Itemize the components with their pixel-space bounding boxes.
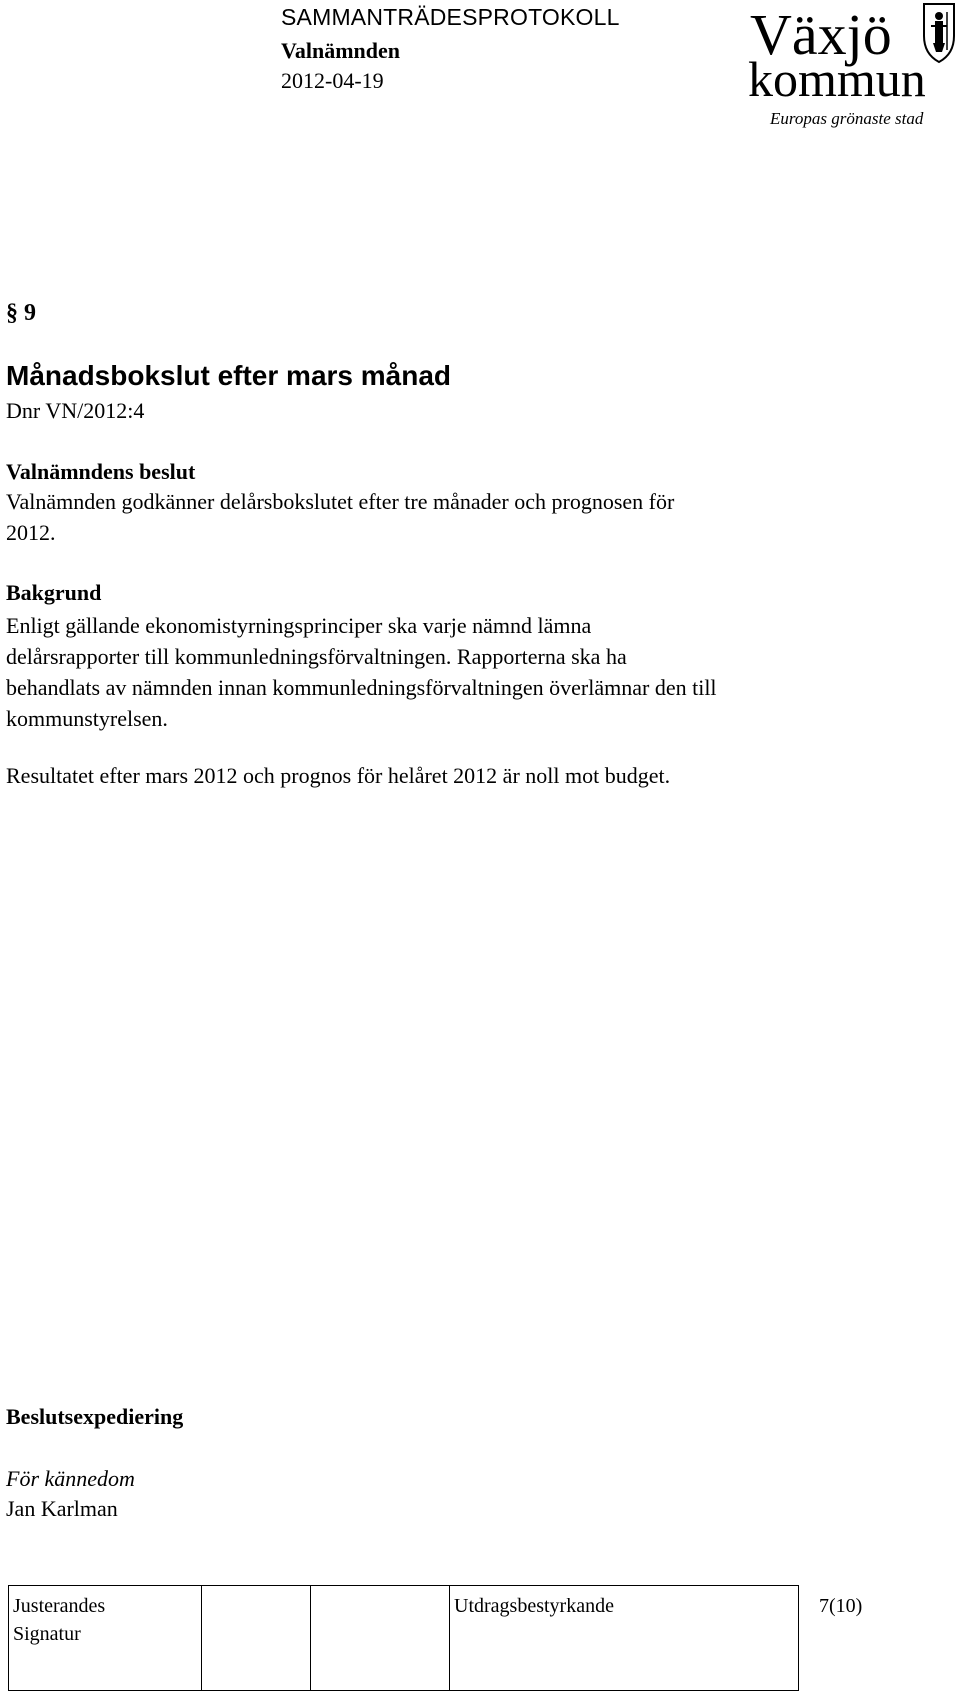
meeting-date: 2012-04-19 bbox=[281, 68, 384, 93]
signature-box-2 bbox=[311, 1586, 450, 1691]
dispatch-heading: Beslutsexpediering bbox=[6, 1404, 184, 1429]
board-name: Valnämnden bbox=[281, 38, 401, 63]
logo-line1: Växjö bbox=[750, 2, 892, 67]
background-line-1: Enligt gällande ekonomistyrningsprinciper ska varje nämnd lämna bbox=[6, 613, 592, 638]
page-number: 7(10) bbox=[819, 1594, 863, 1617]
signatur-label: Signatur bbox=[13, 1623, 81, 1645]
vaxjo-kommun-logo bbox=[748, 0, 960, 135]
background-heading: Bakgrund bbox=[6, 580, 102, 605]
background-line-3: behandlats av nämnden innan kommunledningsförvaltningen överlämnar den till bbox=[6, 675, 717, 700]
result-text: Resultatet efter mars 2012 och prognos för helåret 2012 är noll mot budget. bbox=[6, 763, 671, 788]
justerandes-label: Justerandes bbox=[13, 1595, 106, 1617]
background-text bbox=[6, 610, 946, 734]
page-title: Månadsbokslut efter mars månad bbox=[6, 360, 452, 391]
logo-line2: kommun bbox=[748, 51, 926, 107]
background-line-4: kommunstyrelsen. bbox=[6, 706, 168, 731]
decision-text bbox=[6, 486, 946, 548]
decision-heading: Valnämndens beslut bbox=[6, 459, 196, 484]
dispatch-name: Jan Karlman bbox=[6, 1496, 118, 1521]
dispatch-label: För kännedom bbox=[6, 1466, 135, 1491]
decision-line-1: Valnämnden godkänner delårsbokslutet efter tre månader och prognosen för bbox=[6, 489, 675, 514]
signature-table bbox=[8, 1585, 960, 1691]
decision-line-2: 2012. bbox=[6, 520, 56, 545]
coat-of-arms-icon bbox=[924, 4, 954, 62]
document-type: SAMMANTRÄDESPROTOKOLL bbox=[281, 4, 620, 30]
logo-graphic bbox=[748, 0, 960, 135]
justerandes-cell bbox=[9, 1586, 202, 1691]
background-line-2: delårsrapporter till kommunledningsförvaltningen. Rapporterna ska ha bbox=[6, 644, 627, 669]
page-number-cell bbox=[799, 1586, 960, 1691]
logo-tagline: Europas grönaste stad bbox=[770, 109, 924, 128]
utdrag-cell bbox=[450, 1586, 799, 1691]
diary-number: Dnr VN/2012:4 bbox=[6, 398, 145, 423]
signature-box-1 bbox=[202, 1586, 311, 1691]
paragraph-number: § 9 bbox=[6, 300, 36, 326]
utdrag-label: Utdragsbestyrkande bbox=[454, 1595, 614, 1617]
